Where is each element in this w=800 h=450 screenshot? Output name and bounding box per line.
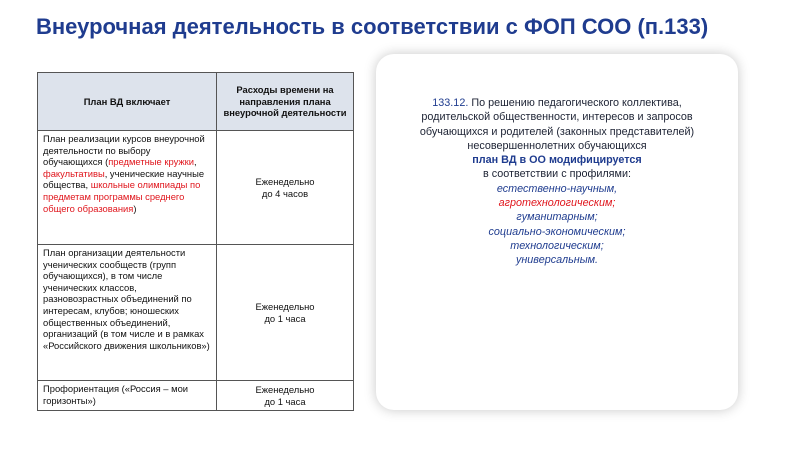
row-3-hours: до 1 часа xyxy=(264,395,306,407)
table-row xyxy=(38,245,354,381)
panel-line-1-text: По решению педагогического коллектива, xyxy=(471,97,682,109)
row-3-frequency: Еженедельно xyxy=(255,383,315,395)
panel-bold-line: план ВД в ОО модифицируется xyxy=(472,154,642,167)
panel-line-1 xyxy=(376,96,738,110)
row-2-hours: до 1 часа xyxy=(264,312,306,324)
profile-agrotech: агротехнологическим; xyxy=(498,197,616,210)
panel-line-2: родительской общественности, интересов и запросов xyxy=(421,111,693,124)
row-3-time xyxy=(217,381,354,411)
row-2-time xyxy=(217,245,354,381)
row-1-highlight-olympiads: школьные олимпиады по предметам программы среднего общего образования xyxy=(43,179,201,214)
row-1-highlight-circles: предметные кружки xyxy=(108,156,194,168)
row-2-frequency: Еженедельно xyxy=(255,300,315,312)
row-2-description xyxy=(38,245,217,381)
panel-intro-line: в соответствии с профилями: xyxy=(483,168,631,181)
profile-technological: технологическим; xyxy=(510,239,604,252)
table-header-row xyxy=(38,73,354,131)
panel-line-4: несовершеннолетних обучающихся xyxy=(467,139,647,152)
profile-universal: универсальным. xyxy=(515,254,599,267)
row-1-hours: до 4 часов xyxy=(261,187,309,199)
row-1-highlight-electives: факультативы xyxy=(43,167,105,179)
row-1-description xyxy=(38,131,217,245)
row-3-text: Профориентация («Россия – мои горизонты») xyxy=(43,383,189,406)
column-header-plan: План ВД включает xyxy=(38,73,217,131)
table-row xyxy=(38,131,354,245)
row-2-text: План организации деятельности ученических сообществ (групп обучающихся), в том числе ученических классов, разновозрастных объединений по интересам, клубов; юношеских общественных объединений, организаций (в том числе и в рамках «Российского движения школьников») xyxy=(43,247,210,351)
profile-humanitarian: гуманитарным; xyxy=(516,211,598,224)
row-1-text-part: План реализации курсов внеурочной деятельности по выбору обучающихся ( xyxy=(43,133,205,168)
row-3-description xyxy=(38,381,217,411)
row-1-text-part: ) xyxy=(133,202,137,214)
clause-number: 133.12. xyxy=(432,97,469,109)
panel-line-3: обучающихся и родителей (законных представителей) xyxy=(419,125,695,138)
row-1-frequency: Еженедельно xyxy=(255,175,315,187)
info-panel xyxy=(376,54,738,410)
profile-natural-science: естественно-научным, xyxy=(496,182,618,195)
profile-socio-economic: социально-экономическим; xyxy=(488,225,626,238)
plan-table xyxy=(37,72,354,411)
row-1-time xyxy=(217,131,354,245)
panel-text xyxy=(376,96,738,268)
column-header-time: Расходы времени на направления плана внеурочной деятельности xyxy=(217,73,354,131)
page-title: Внеурочная деятельность в соответствии с ФОП СОО (п.133) xyxy=(36,14,709,39)
row-1-text-part: , xyxy=(193,156,197,168)
table-row xyxy=(38,381,354,411)
row-1-text-part: , ученические научные общества, xyxy=(43,167,205,191)
